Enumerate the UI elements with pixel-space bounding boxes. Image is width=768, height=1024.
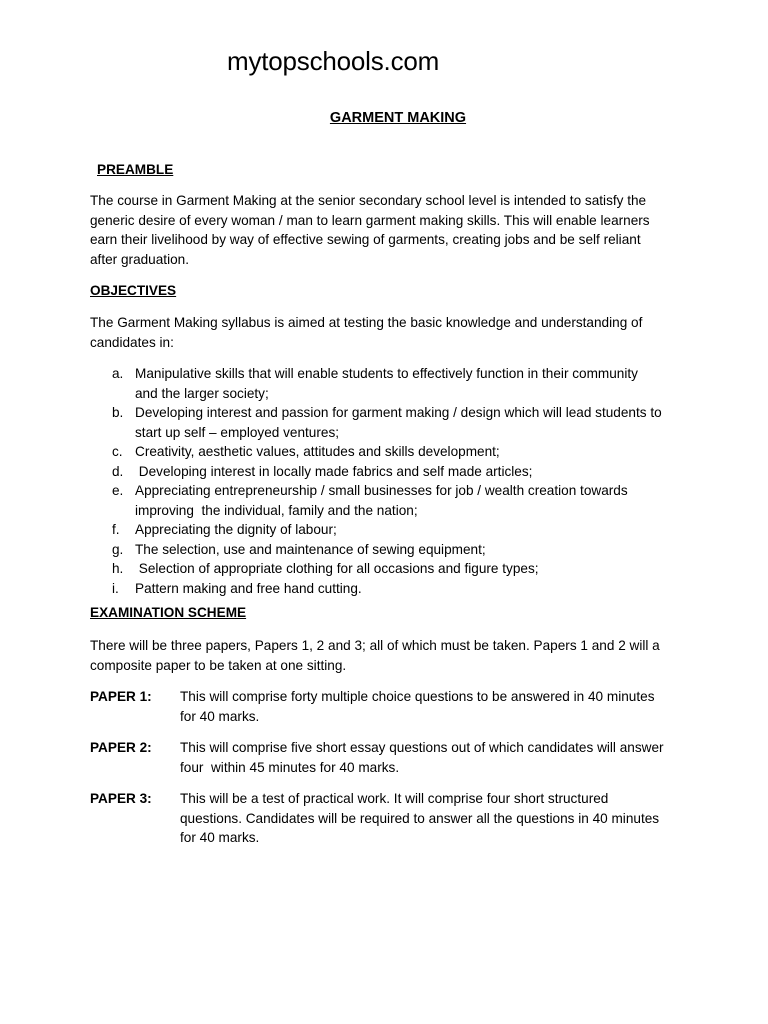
text-line: and the larger society;: [135, 385, 269, 401]
list-item: [90, 462, 690, 482]
list-marker: i.: [112, 580, 119, 596]
list-marker: f.: [112, 522, 120, 537]
site-name: mytopschools.com: [227, 46, 440, 76]
text-line: This will be a test of practical work. It will comprise four short structured: [180, 791, 609, 806]
paper-label: PAPER 2:: [90, 740, 152, 755]
objectives-list: [90, 364, 690, 598]
list-item: [90, 364, 690, 403]
text-line: This will comprise forty multiple choice questions to be answered in 40 minutes: [180, 689, 655, 704]
paper-3: [90, 789, 690, 848]
paper-label: PAPER 1:: [90, 689, 152, 704]
text-line: earn their livelihood by way of effective sewing of garments, creating jobs and be self reliant: [90, 232, 641, 247]
paper-1: [90, 687, 690, 726]
text-line: improving the individual, family and the nation;: [135, 502, 418, 518]
list-item: [90, 559, 690, 579]
text-line: Developing interest in locally made fabrics and self made articles;: [135, 463, 533, 479]
preamble-heading: PREAMBLE: [97, 162, 174, 177]
list-item: [90, 403, 690, 442]
paper-2: [90, 738, 690, 777]
text-line: This will comprise five short essay questions out of which candidates will answer: [180, 740, 664, 755]
text-line: Selection of appropriate clothing for all occasions and figure types;: [135, 561, 539, 576]
text-line: after graduation.: [90, 251, 189, 267]
preamble-paragraph: [90, 191, 690, 269]
exam-intro: [90, 636, 690, 675]
text-line: for 40 marks.: [180, 708, 260, 724]
text-line: The selection, use and maintenance of sewing equipment;: [135, 541, 486, 557]
list-item: [90, 540, 690, 560]
text-line: composite paper to be taken at one sitting.: [90, 657, 347, 673]
text-line: start up self – employed ventures;: [135, 424, 340, 440]
text-line: Pattern making and free hand cutting.: [135, 580, 362, 596]
list-marker: a.: [112, 366, 124, 381]
exam-heading: EXAMINATION SCHEME: [90, 605, 247, 620]
paper-label: PAPER 3:: [90, 791, 152, 806]
list-item: [90, 520, 690, 540]
text-line: The course in Garment Making at the senior secondary school level is intended to satisfy the: [90, 193, 647, 208]
text-line: questions. Candidates will be required to answer all the questions in 40 minutes: [180, 810, 660, 826]
list-marker: d.: [112, 463, 124, 479]
list-marker: g.: [112, 541, 124, 557]
document-title: GARMENT MAKING: [329, 110, 467, 126]
list-marker: e.: [112, 483, 124, 498]
list-marker: c.: [112, 444, 123, 459]
text-line: Appreciating the dignity of labour;: [135, 522, 337, 537]
text-line: four within 45 minutes for 40 marks.: [180, 759, 400, 775]
text-line: There will be three papers, Papers 1, 2 and 3; all of which must be taken. Papers 1 and 2 will a: [90, 638, 660, 653]
text-line: Appreciating entrepreneurship / small businesses for job / wealth creation towards: [135, 483, 628, 498]
text-line: The Garment Making syllabus is aimed at testing the basic knowledge and understanding of: [90, 315, 643, 330]
list-item: [90, 481, 690, 520]
text-line: for 40 marks.: [180, 830, 260, 845]
text-line: candidates in:: [90, 334, 174, 350]
text-line: generic desire of every woman / man to learn garment making skills. This will enable learners: [90, 212, 650, 228]
objectives-intro: [90, 313, 690, 352]
text-line: Creativity, aesthetic values, attitudes and skills development;: [135, 444, 500, 459]
list-item: [90, 442, 690, 462]
list-item: [90, 579, 690, 599]
objectives-heading: OBJECTIVES: [90, 283, 177, 298]
list-marker: h.: [112, 561, 124, 576]
text-line: Manipulative skills that will enable students to effectively function in their community: [135, 366, 638, 381]
text-line: Developing interest and passion for garment making / design which will lead students to: [135, 405, 662, 420]
list-marker: b.: [112, 405, 124, 420]
